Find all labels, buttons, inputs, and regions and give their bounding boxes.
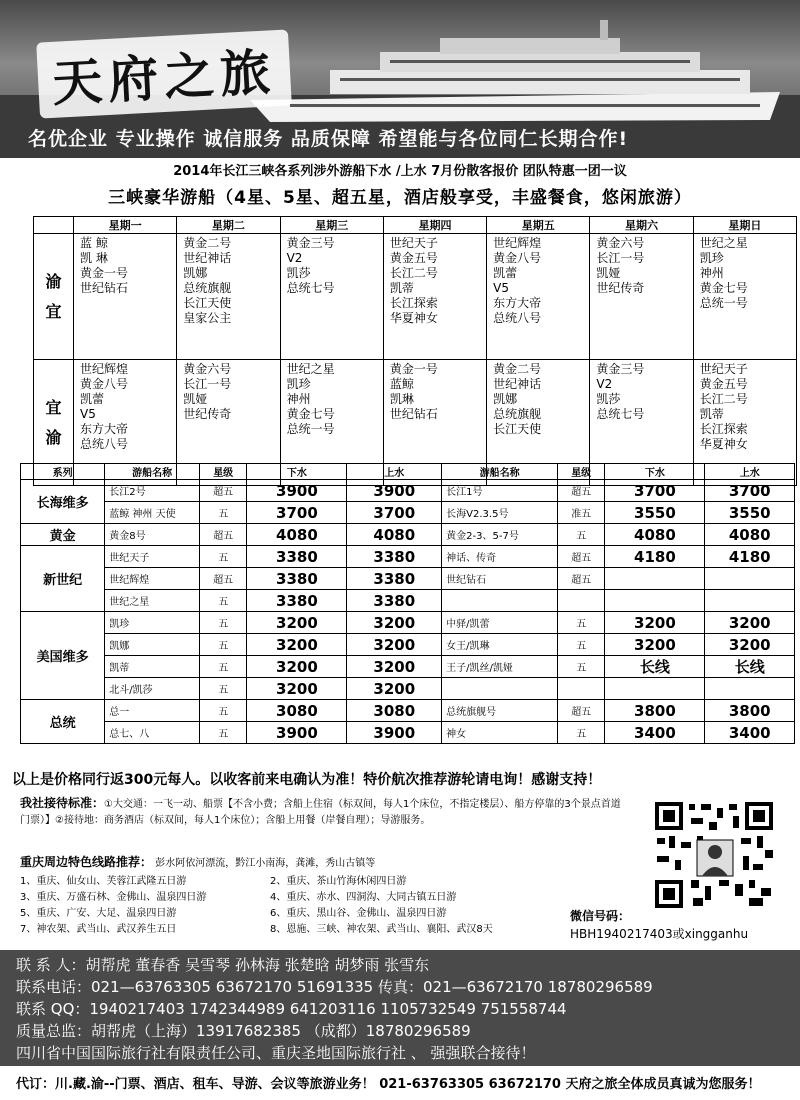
wechat-id: HBH1940217403或xingganhu [570, 927, 749, 941]
col-header: 上水 [347, 464, 442, 480]
price-cell: 五 [200, 656, 247, 678]
price-cell: 4080 [705, 524, 795, 546]
price-cell: 3800 [705, 700, 795, 722]
quality-director: 质量总监：胡帮虎（上海）13917682385 （成都）18780296589 [16, 1022, 471, 1040]
ship-name: 长江天使 [493, 422, 542, 436]
ship-name: V5 [80, 407, 96, 421]
ship-name: 凯娜 [183, 266, 208, 280]
ship-name: 世纪传奇 [596, 281, 645, 295]
ship-name: 世纪辉煌 [493, 236, 542, 250]
price-cell: 3900 [347, 722, 442, 744]
schedule-cell [280, 234, 383, 360]
price-cell [705, 590, 795, 612]
ship-name: 黄金八号 [493, 251, 542, 265]
company-names: 四川省中国国际旅行社有限责任公司、重庆圣地国际旅行社 、 强强联合接待！ [16, 1044, 536, 1062]
table-row [21, 568, 795, 590]
ship-name: 东方大帝 [80, 422, 129, 436]
ship-name: 凯娅 [183, 392, 208, 406]
price-cell: 3200 [247, 612, 347, 634]
contact-people: 联 系 人：胡帮虎 董春香 吴雪琴 孙林海 张楚晗 胡梦雨 张雪东 [16, 956, 430, 974]
price-cell: 3200 [247, 656, 347, 678]
ship-name: 长江天使 [183, 296, 232, 310]
wechat-label: 微信号码： [570, 909, 631, 923]
price-cell: 3200 [705, 634, 795, 656]
price-cell: 长江2号 [105, 480, 200, 502]
ship-name: 凯莎 [286, 266, 311, 280]
price-cell: 3550 [605, 502, 705, 524]
price-cell: 3700 [347, 502, 442, 524]
price-cell: 4080 [347, 524, 442, 546]
price-cell: 神女 [442, 722, 558, 744]
price-cell: 世纪之星 [105, 590, 200, 612]
price-cell: 4180 [605, 546, 705, 568]
price-cell: 世纪天子 [105, 546, 200, 568]
ship-name: 凯琳 [389, 392, 414, 406]
ship-name: 黄金五号 [699, 377, 748, 391]
ship-name: 世纪天子 [389, 236, 438, 250]
service-standard [20, 795, 630, 829]
schedule-header-row [34, 217, 797, 234]
day-header: 星期二 [177, 217, 280, 234]
ship-name: 总统旗舰 [183, 281, 232, 295]
price-cell: 超五 [200, 480, 247, 502]
price-cell [605, 590, 705, 612]
price-cell: 世纪钻石 [442, 568, 558, 590]
price-cell [558, 678, 605, 700]
ship-name: 黄金六号 [596, 236, 645, 250]
ship-name: 总统八号 [80, 437, 129, 451]
price-cell: 长海V2.3.5号 [442, 502, 558, 524]
ship-name: 华夏神女 [699, 437, 748, 451]
service-standard-title: 我社接待标准： [20, 796, 105, 810]
price-cell: 五 [200, 700, 247, 722]
price-cell: 五 [200, 546, 247, 568]
price-cell: 准五 [558, 502, 605, 524]
ship-name: 凯蕾 [493, 266, 518, 280]
price-cell: 凯蒂 [105, 656, 200, 678]
list-item: 6、重庆、黑山谷、金佛山、温泉四日游 [270, 908, 447, 919]
price-cell: 五 [200, 678, 247, 700]
ship-name: 世纪钻石 [80, 281, 129, 295]
ship-name: 黄金一号 [80, 266, 129, 280]
ship-name: 蓝鲸 [389, 377, 414, 391]
ship-name: 总统一号 [699, 296, 748, 310]
price-cell: 3400 [705, 722, 795, 744]
price-cell: 凯娜 [105, 634, 200, 656]
price-header-row [21, 464, 795, 480]
price-cell: 凯珍 [105, 612, 200, 634]
ship-name: V2 [596, 377, 613, 391]
banner-slogan: 名优企业 专业操作 诚信服务 品质保障 希望能与各位同仁长期合作! [28, 128, 629, 150]
list-item: 1、重庆、仙女山、芙蓉江武隆五日游 [20, 876, 187, 887]
col-header: 上水 [705, 464, 795, 480]
price-cell: 4180 [705, 546, 795, 568]
day-header: 星期四 [383, 217, 486, 234]
price-cell: 五 [558, 634, 605, 656]
price-cell: 3200 [605, 634, 705, 656]
route-direction-label [34, 234, 74, 360]
price-cell [705, 568, 795, 590]
ship-name: 世纪之星 [286, 362, 335, 376]
price-cell: 4080 [247, 524, 347, 546]
price-cell: 超五 [200, 568, 247, 590]
ship-name: 世纪之星 [699, 236, 748, 250]
price-cell: 总七、八 [105, 722, 200, 744]
price-cell: 3550 [705, 502, 795, 524]
ship-name: 神州 [699, 266, 724, 280]
table-row [21, 524, 795, 546]
ship-name: 黄金七号 [286, 407, 335, 421]
price-cell: 神话、传奇 [442, 546, 558, 568]
price-cell [605, 678, 705, 700]
schedule-cell [383, 234, 486, 360]
col-header: 系列 [21, 464, 105, 480]
ship-name: 皇家公主 [183, 311, 232, 325]
table-row [21, 590, 795, 612]
price-cell: 女王/凯琳 [442, 634, 558, 656]
price-cell: 五 [558, 612, 605, 634]
price-cell: 黄金8号 [105, 524, 200, 546]
ship-name: 黄金三号 [286, 236, 335, 250]
day-header: 星期六 [590, 217, 693, 234]
price-cell: 超五 [558, 568, 605, 590]
ship-name: 世纪传奇 [183, 407, 232, 421]
schedule-table [33, 216, 797, 486]
series-name: 黄金 [21, 524, 105, 546]
price-cell: 3700 [705, 480, 795, 502]
price-cell: 五 [200, 634, 247, 656]
routes-title: 重庆周边特色线路推荐： [20, 855, 153, 869]
day-header: 星期三 [280, 217, 383, 234]
price-cell [705, 678, 795, 700]
table-row [21, 700, 795, 722]
ship-name: 东方大帝 [493, 296, 542, 310]
qr-code-icon [653, 800, 775, 910]
price-cell: 五 [200, 502, 247, 524]
price-cell: 3900 [347, 480, 442, 502]
price-cell: 3400 [605, 722, 705, 744]
table-row [21, 612, 795, 634]
ship-name: 长江一号 [596, 251, 645, 265]
ship-name: 凯珍 [286, 377, 311, 391]
ship-name: 凯 琳 [80, 251, 108, 265]
price-cell: 五 [558, 656, 605, 678]
price-cell: 3900 [247, 722, 347, 744]
ship-name: 总统旗舰 [493, 407, 542, 421]
schedule-cell [487, 234, 590, 360]
price-cell: 五 [200, 590, 247, 612]
price-cell: 3200 [347, 678, 442, 700]
direction-char: 宜 [45, 397, 62, 417]
price-cell: 3200 [247, 634, 347, 656]
ship-name: 黄金二号 [183, 236, 232, 250]
price-cell: 3800 [605, 700, 705, 722]
price-cell: 3700 [605, 480, 705, 502]
ship-name: 黄金一号 [389, 362, 438, 376]
ship-name: 黄金二号 [493, 362, 542, 376]
list-item: 5、重庆、广安、大足、温泉四日游 [20, 908, 177, 919]
schedule-cell [74, 234, 177, 360]
price-cell: 世纪辉煌 [105, 568, 200, 590]
schedule-cell [693, 234, 796, 360]
price-cell: 五 [200, 722, 247, 744]
direction-char: 渝 [45, 271, 62, 291]
ship-name: 黄金八号 [80, 377, 129, 391]
price-cell: 五 [558, 524, 605, 546]
ship-name: 蓝 鲸 [80, 236, 108, 250]
ship-name: 世纪神话 [493, 377, 542, 391]
list-item: 2、重庆、茶山竹海休闲四日游 [270, 876, 407, 887]
ship-name: 凯蕾 [80, 392, 105, 406]
table-row [21, 722, 795, 744]
routes-subtitle: 彭水阿依河漂流，黔江小南海，龚滩，秀山古镇等 [155, 858, 376, 869]
price-cell: 长江1号 [442, 480, 558, 502]
price-cell: 3200 [347, 634, 442, 656]
table-row [21, 480, 795, 502]
ship-name: 凯娜 [493, 392, 518, 406]
ship-name: 凯蒂 [389, 281, 414, 295]
price-cell: 五 [558, 722, 605, 744]
direction-char: 渝 [45, 427, 62, 447]
ship-name: V2 [286, 251, 303, 265]
price-cell: 4080 [605, 524, 705, 546]
day-header: 星期日 [693, 217, 796, 234]
day-header: 星期五 [487, 217, 590, 234]
ship-name: 总统七号 [286, 281, 335, 295]
ship-name: 凯珍 [699, 251, 724, 265]
price-cell: 3380 [247, 568, 347, 590]
table-row [21, 502, 795, 524]
table-row [21, 656, 795, 678]
col-header: 星级 [558, 464, 605, 480]
ship-name: 凯娅 [596, 266, 621, 280]
ship-name: 世纪神话 [183, 251, 232, 265]
price-cell: 超五 [558, 546, 605, 568]
price-cell: 3080 [247, 700, 347, 722]
price-cell: 3380 [247, 590, 347, 612]
list-item: 3、重庆、万盛石林、金佛山、温泉四日游 [20, 892, 207, 903]
price-cell: 超五 [200, 524, 247, 546]
price-cell: 3700 [247, 502, 347, 524]
ship-name: 长江探索 [699, 422, 748, 436]
footer-text: 代订：川.藏.渝--门票、酒店、租车、导游、会议等旅游业务！ 021-63763305 63672170 天府之旅全体成员真诚为您服务！ [16, 1077, 761, 1092]
schedule-row [34, 234, 797, 360]
col-header: 下水 [605, 464, 705, 480]
price-cell: 总统旗舰号 [442, 700, 558, 722]
series-name: 新世纪 [21, 546, 105, 612]
price-cell: 3380 [347, 546, 442, 568]
ship-name: 世纪辉煌 [80, 362, 129, 376]
price-cell: 蓝鲸 神州 天使 [105, 502, 200, 524]
price-cell [605, 568, 705, 590]
ship-name: 黄金三号 [596, 362, 645, 376]
service-standard-text: ①大交通：一飞一动、船票【不含小费；含船上住宿（标双间，每人1个床位，不指定楼层）、船方停靠的3个景点首道门票）】②接待地：商务酒店（标双间，每人1个床位）；含船上用餐（岸餐自理）；导游服务。 [20, 799, 621, 826]
price-cell: 3900 [247, 480, 347, 502]
price-cell: 3200 [347, 612, 442, 634]
table-row [21, 634, 795, 656]
ship-name: 黄金六号 [183, 362, 232, 376]
list-item: 4、重庆、赤水、四洞沟、大同古镇五日游 [270, 892, 457, 903]
col-header: 游船名称 [442, 464, 558, 480]
schedule-corner [34, 217, 74, 234]
price-cell [442, 590, 558, 612]
list-item: 8、恩施、三峡、神农架、武当山、襄阳、武汉8天 [270, 924, 493, 935]
col-header: 星级 [200, 464, 247, 480]
contact-phone: 联系电话：021—63763305 63672170 51691335 传真：021—63672170 18780296589 [16, 978, 653, 996]
schedule-cell [177, 234, 280, 360]
ship-name: 总统一号 [286, 422, 335, 436]
price-cell: 超五 [558, 700, 605, 722]
price-cell: 五 [200, 612, 247, 634]
price-cell: 3200 [605, 612, 705, 634]
ship-name: 凯蒂 [699, 407, 724, 421]
price-cell: 长线 [705, 656, 795, 678]
ship-name: 总统八号 [493, 311, 542, 325]
ship-name: 黄金五号 [389, 251, 438, 265]
price-table [20, 463, 795, 744]
series-name: 美国维多 [21, 612, 105, 700]
ship-name: 世纪钻石 [389, 407, 438, 421]
ship-name: 长江二号 [389, 266, 438, 280]
banner [0, 0, 800, 158]
brand-logo: 天府之旅 [36, 29, 292, 118]
series-name: 长海维多 [21, 480, 105, 524]
col-header: 游船名称 [105, 464, 200, 480]
price-cell [442, 678, 558, 700]
price-cell: 王子/凯丝/凯娅 [442, 656, 558, 678]
ship-name: 神州 [286, 392, 311, 406]
price-cell: 北斗/凯莎 [105, 678, 200, 700]
ship-name: 长江一号 [183, 377, 232, 391]
price-cell: 超五 [558, 480, 605, 502]
ship-name: 总统七号 [596, 407, 645, 421]
price-cell: 中驿/凯蕾 [442, 612, 558, 634]
ship-name: 凯莎 [596, 392, 621, 406]
table-row [21, 678, 795, 700]
price-header: 2014年长江三峡各系列涉外游船下水 /上水 7月份散客报价 团队特惠一团一议 [173, 164, 627, 179]
price-cell: 3200 [247, 678, 347, 700]
schedule-cell [590, 234, 693, 360]
contact-qq: 联系 QQ：1940217403 1742344989 641203116 1105732549 751558744 [16, 1000, 567, 1018]
ship-name: 长江二号 [699, 392, 748, 406]
ship-name: 世纪天子 [699, 362, 748, 376]
route-recommendations [20, 853, 580, 935]
table-row [21, 546, 795, 568]
series-name: 总统 [21, 700, 105, 744]
ship-name: V5 [493, 281, 509, 295]
ship-name: 长江探索 [389, 296, 438, 310]
price-cell: 3200 [347, 656, 442, 678]
price-cell: 黄金2-3、5-7号 [442, 524, 558, 546]
day-header: 星期一 [74, 217, 177, 234]
price-cell: 3200 [705, 612, 795, 634]
cruise-headline: 三峡豪华游船（4星、5星、超五星，酒店般享受，丰盛餐食，悠闲旅游） [108, 188, 692, 208]
price-note: 以上是价格同行返300元每人。以收客前来电确认为准！特价航次推荐游轮请电询！感谢支持！ [12, 772, 602, 788]
direction-char: 宜 [45, 301, 62, 321]
col-header: 下水 [247, 464, 347, 480]
price-cell: 3380 [347, 590, 442, 612]
list-item: 7、神农架、武当山、武汉养生五日 [20, 924, 177, 935]
price-cell: 总一 [105, 700, 200, 722]
price-cell: 长线 [605, 656, 705, 678]
price-cell: 3380 [347, 568, 442, 590]
ship-name: 黄金七号 [699, 281, 748, 295]
price-cell: 3380 [247, 546, 347, 568]
contact-panel [0, 950, 800, 1066]
price-cell [558, 590, 605, 612]
ship-name: 华夏神女 [389, 311, 438, 325]
price-cell: 3080 [347, 700, 442, 722]
